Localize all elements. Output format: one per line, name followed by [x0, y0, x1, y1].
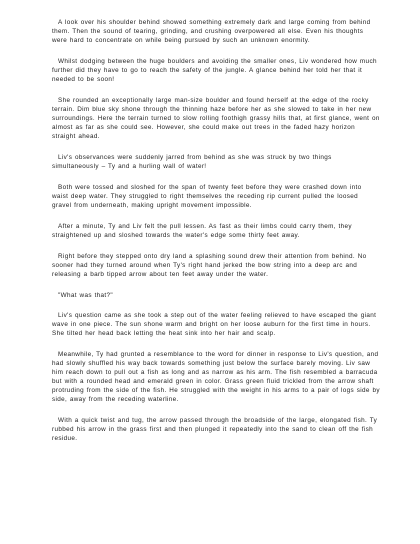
- paragraph-10: Meanwhile, Ty had grunted a resemblance to the word for dinner in response to Liv's question, and had slowly shuffled his way back towards something just below the surface barely moving. Liv saw him reach down to pull out a fish as long and as narrow as his arm. The fish resembled a barracuda but with a rounded head and emerald green in color. Grass green fluid trickled from the arrow shaft protruding from the side of the fish. He struggled with the weight in his arms to a pair of logs side by side, away from the receding waterline.: [52, 351, 380, 403]
- paragraph-11: With a quick twist and tug, the arrow passed through the broadside of the large, elongated fish. Ty rubbed his arrow in the grass first and then plunged it repeatedly into the sand to clean off the fish residue.: [52, 417, 378, 442]
- paragraph-6: After a minute, Ty and Liv felt the pull lessen. As fast as their limbs could carry them, they straightened up and sloshed towards the water's edge some thirty feet away.: [52, 223, 352, 239]
- paragraph-8-dialogue: "What was that?": [58, 292, 114, 299]
- paragraph-7: Right before they stepped onto dry land a splashing sound drew their attention from behind. No sooner had they turned around when Ty's right hand jerked the bow string into a deep arc and releasing a barb tipped arrow about ten feet away under the water.: [52, 253, 367, 278]
- paragraph-5: Both were tossed and sloshed for the span of twenty feet before they were crashed down into waist deep water. They struggled to right themselves the receding rip current pulled the loosed gravel from underneath, making upright movement impossible.: [52, 184, 362, 209]
- paragraph-2: Whilst dodging between the huge boulders and avoiding the smaller ones, Liv wondered how much further did they have to go to reach the safety of the jungle. A glance behind her told her that it needed to be soon!: [52, 58, 377, 83]
- paragraph-9: Liv's question came as she took a step out of the water feeling relieved to have escaped the giant wave in one piece. The sun shone warm and bright on her loose auburn for the first time in hours. She tilted her head back letting the heat sink into her hair and scalp.: [52, 312, 377, 337]
- paragraph-1: A look over his shoulder behind showed something extremely dark and large coming from behind them. Then the sound of tearing, grinding, and crushing overpowered all else. Even his thoughts were hard to concentrate on while being pursued by such an unknown enormity.: [52, 19, 371, 44]
- paragraph-4: Liv's observances were suddenly jarred from behind as she was struck by two things simultaneously – Ty and a hurling wall of water!: [52, 154, 332, 170]
- paragraph-3: She rounded an exceptionally large man-size boulder and found herself at the edge of the rocky terrain. Dim blue sky shone through the thinning haze before her as she slowed to take in her new surroundings. Here the terrain turned to slow rolling foothigh grassy hills that, at first glance, went on almost as far as she could see. However, she could make out trees in the faded hazy horizon straight ahead.: [52, 97, 380, 140]
